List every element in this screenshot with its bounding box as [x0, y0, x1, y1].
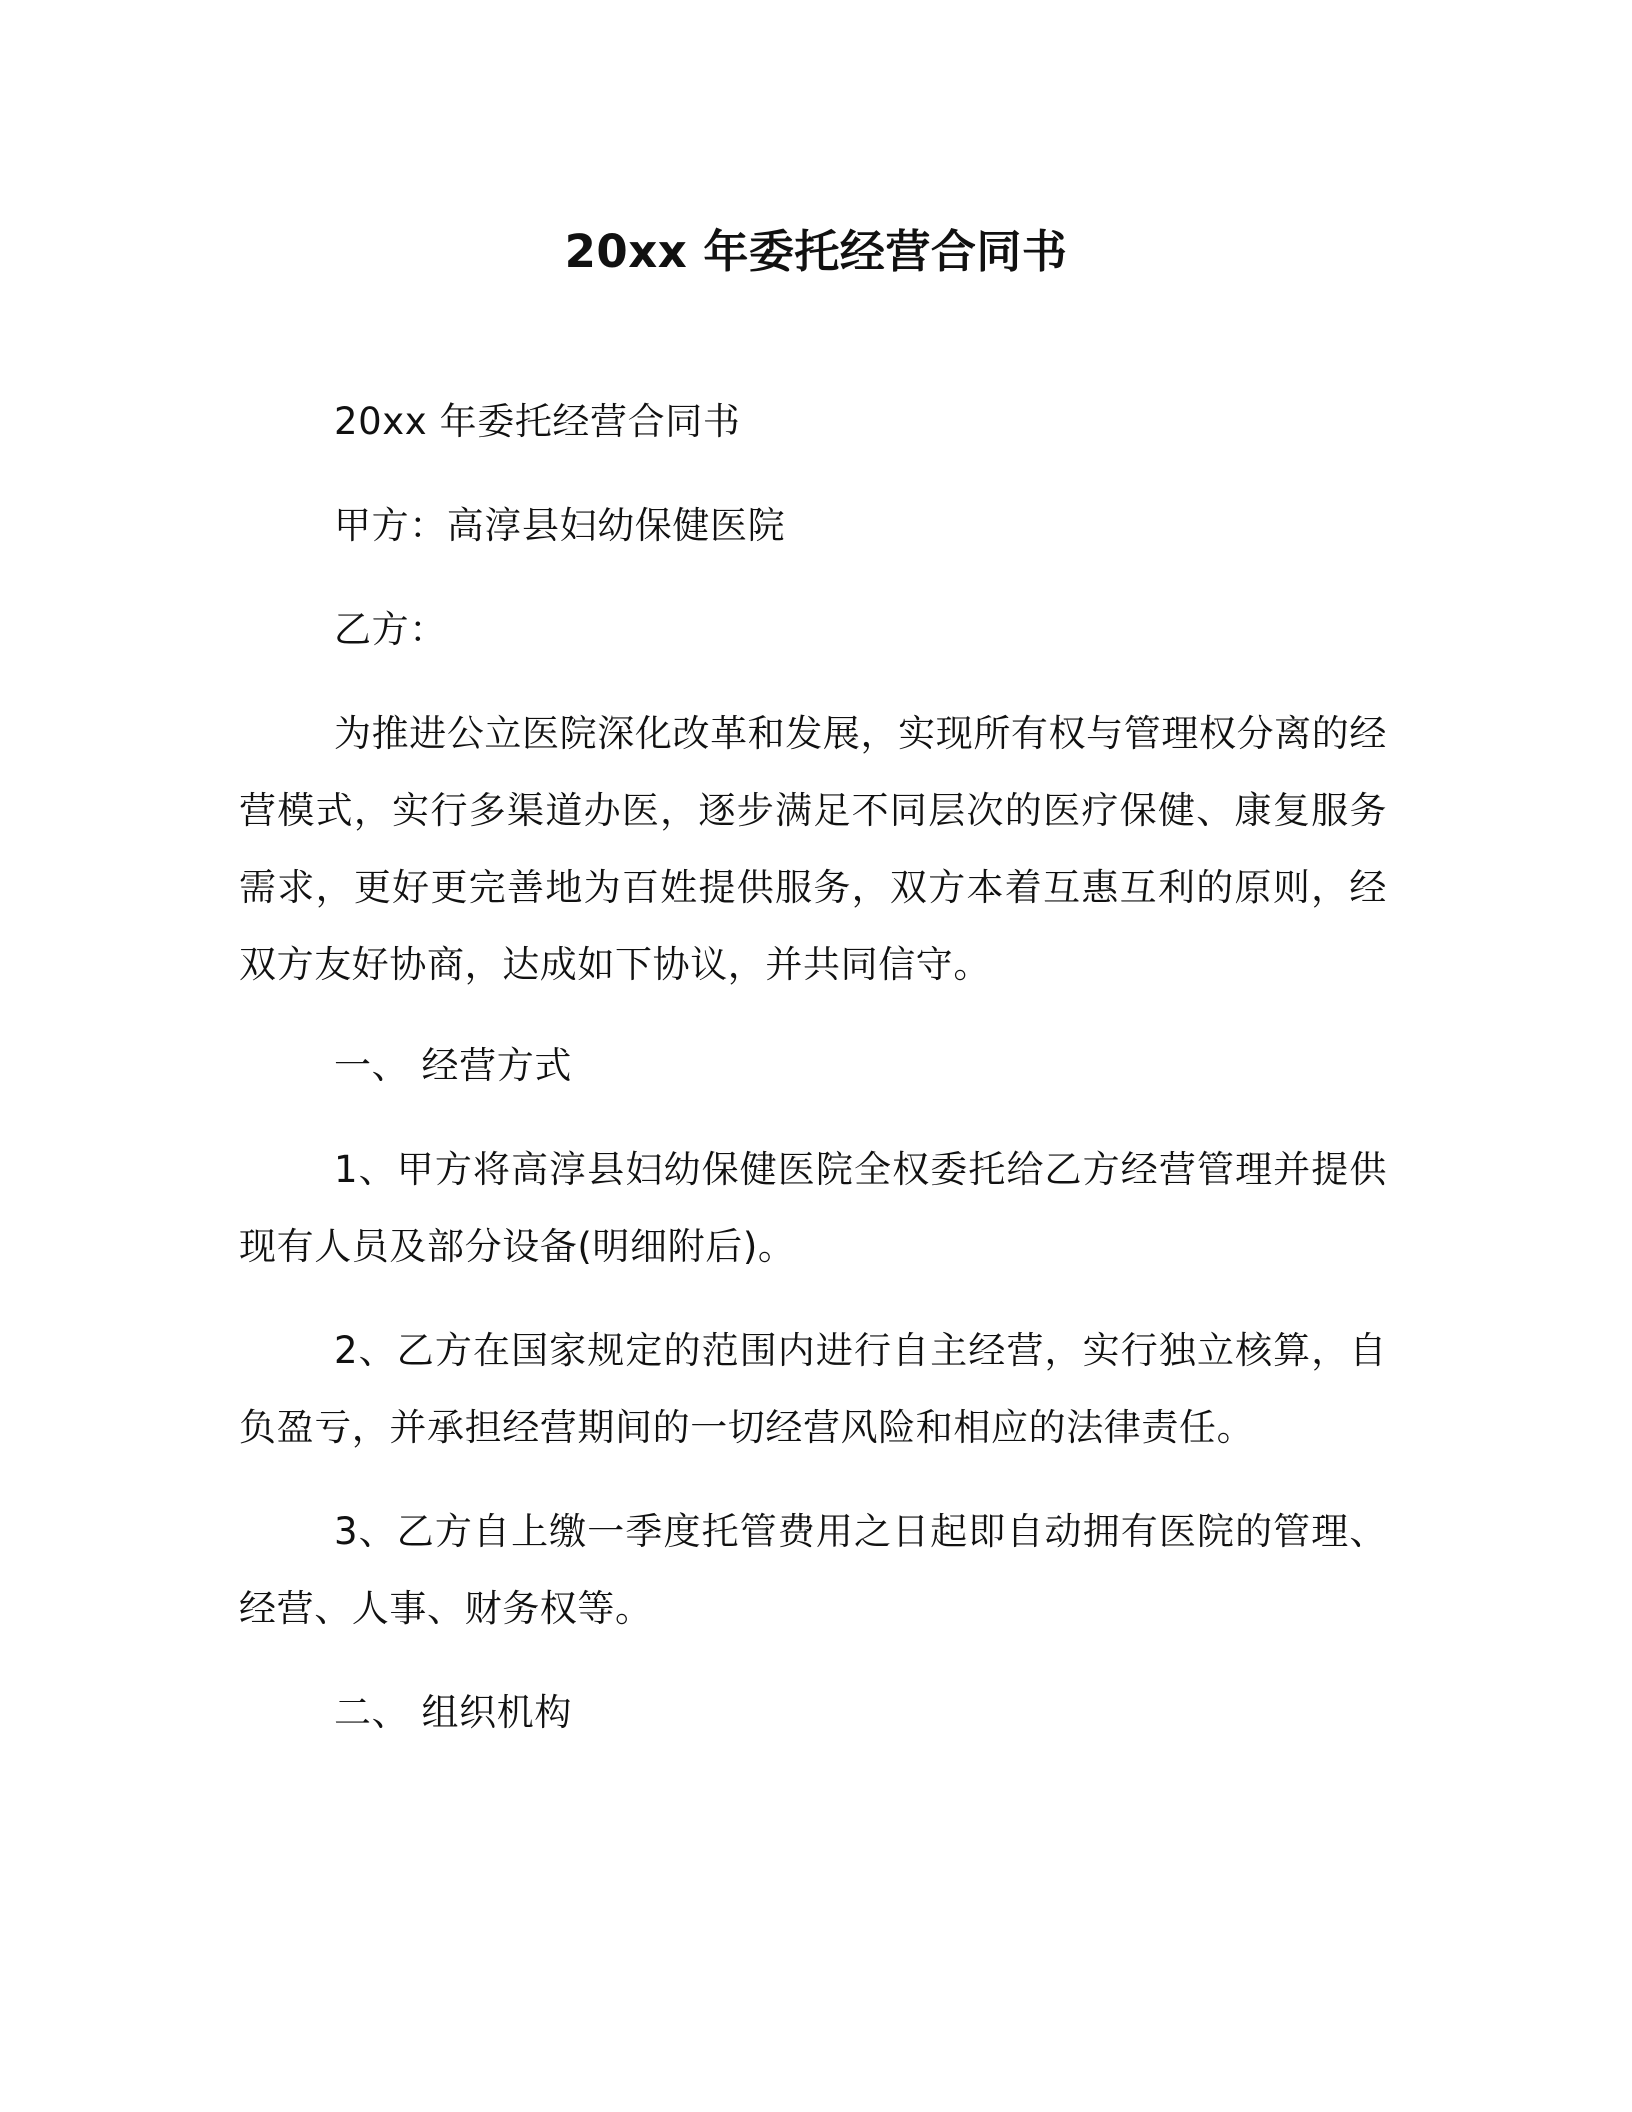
document-title: 20xx 年委托经营合同书	[564, 225, 1068, 278]
section-1-heading: 一、 经营方式	[334, 1044, 572, 1087]
party-b-line: 乙方：	[334, 608, 447, 651]
party-a-line: 甲方：高淳县妇幼保健医院	[334, 504, 786, 547]
clause-3-paragraph: 3、乙方自上缴一季度托管费用之日起即自动拥有医院的管理、经营、人事、财务权等。	[239, 1510, 1387, 1630]
preamble-paragraph: 为推进公立医院深化改革和发展，实现所有权与管理权分离的经营模式，实行多渠道办医，逐步满足不同层次的医疗保健、康复服务需求，更好更完善地为百姓提供服务，双方本着互惠互利的原则，经双方友好协商，达成如下协议，并共同信守。	[239, 712, 1387, 986]
clause-2-paragraph: 2、乙方在国家规定的范围内进行自主经营，实行独立核算，自负盈亏，并承担经营期间的一切经营风险和相应的法律责任。	[239, 1329, 1387, 1449]
section-2-heading: 二、 组织机构	[334, 1691, 572, 1734]
document-subtitle: 20xx 年委托经营合同书	[334, 400, 741, 443]
clause-1-paragraph: 1、甲方将高淳县妇幼保健医院全权委托给乙方经营管理并提供现有人员及部分设备(明细附后)。	[239, 1148, 1387, 1268]
